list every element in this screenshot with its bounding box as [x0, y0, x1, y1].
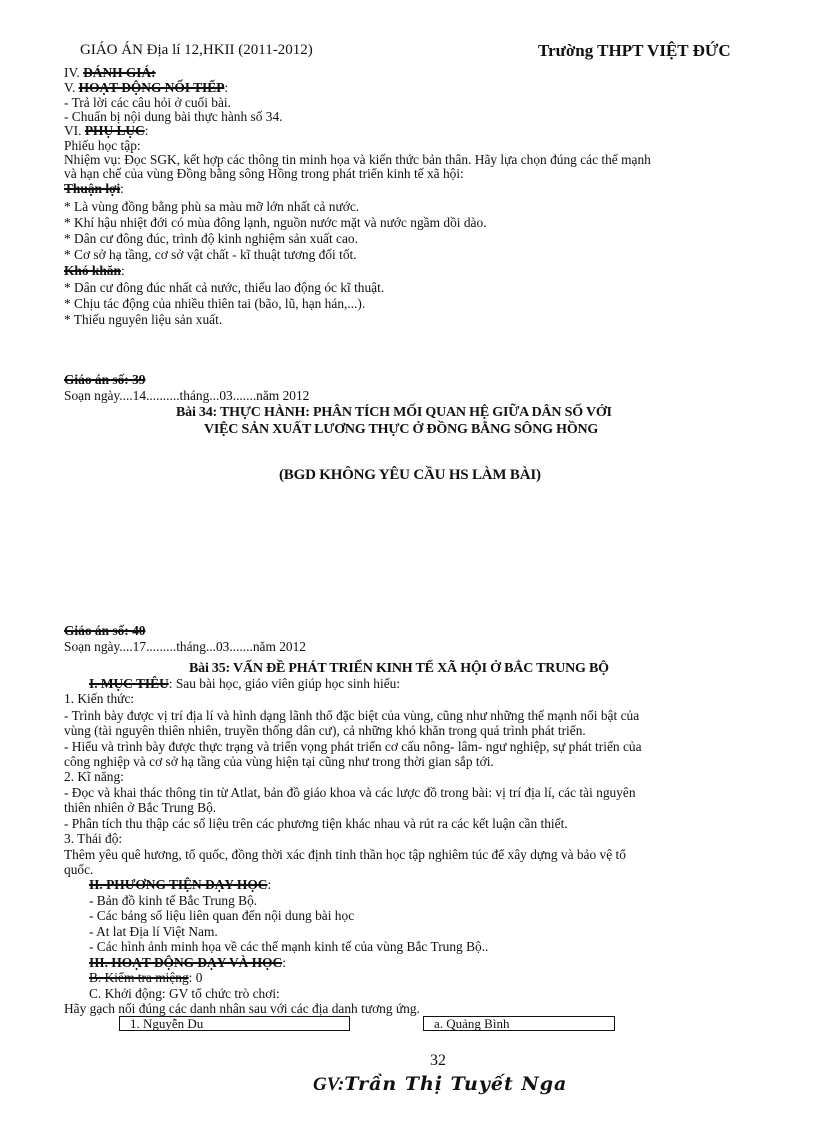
section-vi-num: VI. [64, 123, 82, 138]
v-item-1: - Trả lời các câu hỏi ở cuối bài. [64, 95, 231, 110]
ki-nang-line: - Phân tích thu thập các số liệu trên các phương tiện khác nhau và rút ra các kết luận cần thiết. [64, 816, 568, 831]
kiem-tra-rest: : 0 [188, 970, 203, 985]
hoat-dong-label: III. HOẠT ĐỘNG DẠY VÀ HỌC [89, 955, 283, 970]
hoat-dong-colon: : [282, 955, 286, 970]
thai-do-line: Thêm yêu quê hương, tổ quốc, đồng thời xác định tinh thần học tập nghiêm túc để xây dựng và bảo vệ tổ [64, 847, 626, 862]
thuan-loi-item: * Là vùng đồng bằng phù sa màu mỡ lớn nhất cả nước. [64, 199, 360, 214]
section-v-colon: : [224, 80, 229, 95]
kien-thuc-line: - Hiểu và trình bày được thực trạng và triển vọng phát triển cơ cấu nông- lâm- ngư nghiệp, sự phát triển của [64, 739, 642, 754]
kho-khan-item: * Dân cư đông đúc nhất cả nước, thiếu lao động óc kĩ thuật. [64, 280, 385, 295]
lesson-39-note: (BGD KHÔNG YÊU CẦU HS LÀM BÀI) [279, 467, 541, 483]
section-vi-colon: : [144, 123, 149, 138]
footer-teacher [313, 1073, 567, 1096]
gach-noi-instruction: Hãy gạch nối đúng các danh nhân sau với các địa danh tương ứng. [64, 1001, 420, 1016]
kiem-tra-label: B. Kiểm tra miệng [89, 970, 189, 985]
thai-do-heading: 3. Thái độ: [64, 831, 123, 846]
match-box-left: 1. Nguyễn Du [119, 1016, 350, 1031]
section-iv-label: ĐÁNH GIÁ: [83, 65, 156, 80]
section-v [64, 81, 228, 94]
match-box-right: a. Quảng Bình [423, 1016, 615, 1031]
kho-khan-colon: : [120, 263, 125, 278]
hoat-dong-heading [89, 956, 286, 969]
header-left: GIÁO ÁN Địa lí 12,HKII (2011-2012) [80, 42, 313, 58]
khoi-dong-line: C. Khởi động: GV tổ chức trò chơi: [89, 986, 280, 1001]
kho-khan-heading [64, 264, 125, 277]
phieu-hoc-tap: Phiếu học tập: [64, 138, 141, 153]
thuan-loi-item: * Cơ sở hạ tầng, cơ sở vật chất - kĩ thuật tương đối tốt. [64, 247, 357, 262]
footer-teacher-name: Trần Thị Tuyết Nga [344, 1073, 568, 1095]
kiem-tra-line [89, 971, 202, 984]
phuong-tien-heading [89, 878, 271, 891]
lesson-39-title-1: Bài 34: THỰC HÀNH: PHÂN TÍCH MỐI QUAN HỆ GIỮA DÂN SỐ VỚI [176, 405, 612, 420]
phuong-tien-item: - Các bảng số liệu liên quan đến nội dung bài học [89, 908, 355, 923]
nhiem-vu-line-1: Nhiệm vụ: Đọc SGK, kết hợp các thông tin minh họa và kiến thức bản thân. Hãy lựa chọn đúng các thế mạnh [64, 152, 651, 167]
lesson-39-label: Giáo án số: 39 [64, 372, 146, 387]
kho-khan-label: Khó khăn [64, 263, 121, 278]
thai-do-line: quốc. [64, 862, 94, 877]
page-number: 32 [430, 1052, 446, 1069]
section-v-num: V. [64, 80, 76, 95]
kien-thuc-line: - Trình bày được vị trí địa lí và hình dạng lãnh thổ đặc biệt của vùng, cũng như những thế mạnh nổi bật của [64, 708, 640, 723]
thuan-loi-colon: : [120, 181, 124, 196]
thuan-loi-item: * Khí hậu nhiệt đới có mùa đông lạnh, nguồn nước mặt và nước ngầm dồi dào. [64, 215, 487, 230]
section-vi [64, 124, 148, 137]
kien-thuc-heading: 1. Kiến thức: [64, 691, 135, 706]
phuong-tien-colon: : [267, 877, 272, 892]
footer-prefix: GV: [313, 1074, 345, 1095]
ki-nang-line: thiên nhiên ở Bắc Trung Bộ. [64, 800, 217, 815]
muc-tieu-rest: : Sau bài học, giáo viên giúp học sinh hiểu: [168, 676, 401, 691]
thuan-loi-item: * Dân cư đông đúc, trình độ kinh nghiệm sản xuất cao. [64, 231, 358, 246]
kho-khan-item: * Chịu tác động của nhiều thiên tai (bão, lũ, hạn hán,...). [64, 296, 366, 311]
ki-nang-line: - Đọc và khai thác thông tin từ Atlat, bản đồ giáo khoa và các lược đồ trong bài: vị trí địa lí, các tài nguyên [64, 785, 636, 800]
section-iv [64, 66, 156, 79]
muc-tieu-heading [89, 677, 400, 690]
lesson-40-date: Soạn ngày....17.........tháng...03.......năm 2012 [64, 639, 306, 654]
v-item-2: - Chuẩn bị nội dung bài thực hành số 34. [64, 109, 283, 124]
thuan-loi-label: Thuận lợi [64, 181, 121, 196]
phuong-tien-item: - At lat Địa lí Việt Nam. [89, 924, 218, 939]
kho-khan-item: * Thiếu nguyên liệu sản xuất. [64, 312, 223, 327]
lesson-40-title: Bài 35: VẤN ĐỀ PHÁT TRIỂN KINH TẾ XÃ HỘI Ở BẮC TRUNG BỘ [189, 661, 609, 676]
lesson-40-label: Giáo án số: 40 [64, 623, 146, 638]
kien-thuc-line: công nghiệp và cơ sở hạ tầng của vùng hiện tại cũng như trong thời gian sắp tới. [64, 754, 494, 769]
ki-nang-heading: 2. Kĩ năng: [64, 769, 124, 784]
kien-thuc-line: vùng (tài nguyên thiên nhiên, truyền thống dân cư), cả những khó khăn trong quá trình phát triển. [64, 723, 586, 738]
section-vi-label: PHỤ LỤC [84, 123, 145, 138]
lesson-39-date: Soạn ngày....14..........tháng...03.......năm 2012 [64, 388, 310, 403]
phuong-tien-item: - Bản đồ kinh tế Bắc Trung Bộ. [89, 893, 258, 908]
thuan-loi-heading [64, 182, 124, 195]
phuong-tien-item: - Các hình ảnh minh họa về các thế mạnh kinh tế của vùng Bắc Trung Bộ.. [89, 939, 489, 954]
header-school: Trường THPT VIỆT ĐỨC [538, 41, 731, 60]
section-iv-num: IV. [64, 65, 80, 80]
section-v-label: HOẠT ĐỘNG NỐI TIẾP [78, 80, 225, 95]
phuong-tien-label: II. PHƯƠNG TIỆN DẠY HỌC [89, 877, 268, 892]
nhiem-vu-line-2: và hạn chế của vùng Đồng bằng sông Hồng trong phát triển kinh tế xã hội: [64, 166, 464, 181]
muc-tieu-label: I. MỤC TIÊU [89, 676, 169, 691]
lesson-39-title-2: VIỆC SẢN XUẤT LƯƠNG THỰC Ở ĐỒNG BẰNG SÔNG HỒNG [204, 422, 599, 437]
